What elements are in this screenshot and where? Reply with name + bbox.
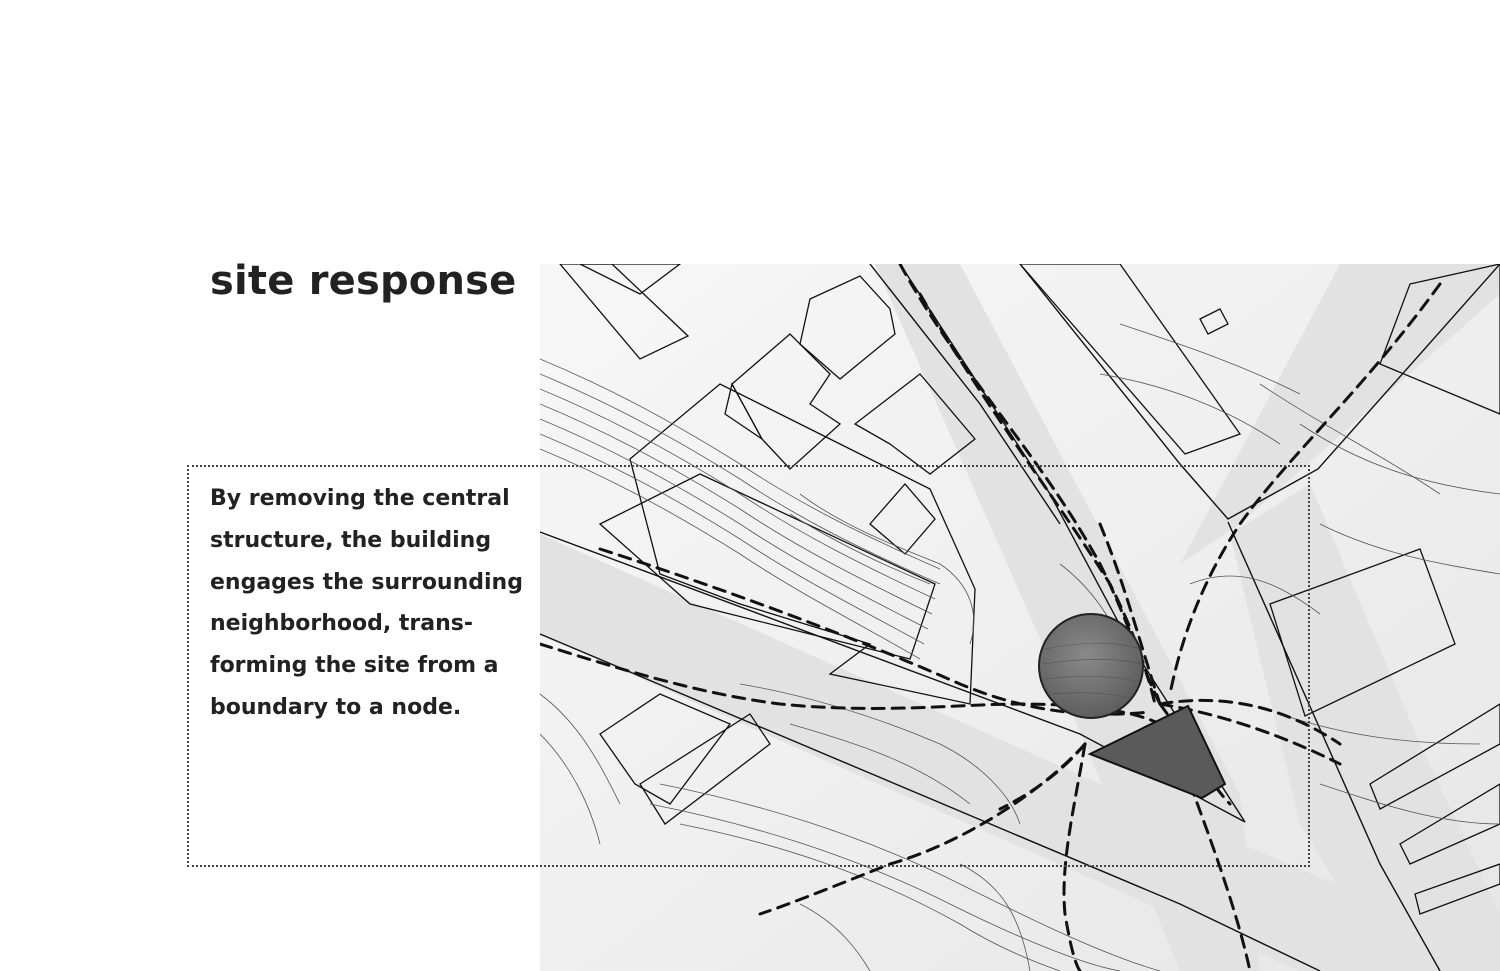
description-line: forming the site from a bbox=[210, 653, 499, 679]
description-line: boundary to a node. bbox=[210, 694, 462, 720]
circular-node bbox=[1039, 614, 1143, 718]
site-plan-drawing bbox=[540, 264, 1500, 971]
description-line: By removing the central bbox=[210, 486, 510, 511]
description-line: structure, the building bbox=[210, 527, 492, 553]
description-line: neighborhood, trans- bbox=[210, 611, 474, 637]
description-line: engages the surrounding bbox=[210, 569, 523, 595]
page-title: site response bbox=[210, 258, 517, 304]
description-text bbox=[210, 478, 530, 729]
